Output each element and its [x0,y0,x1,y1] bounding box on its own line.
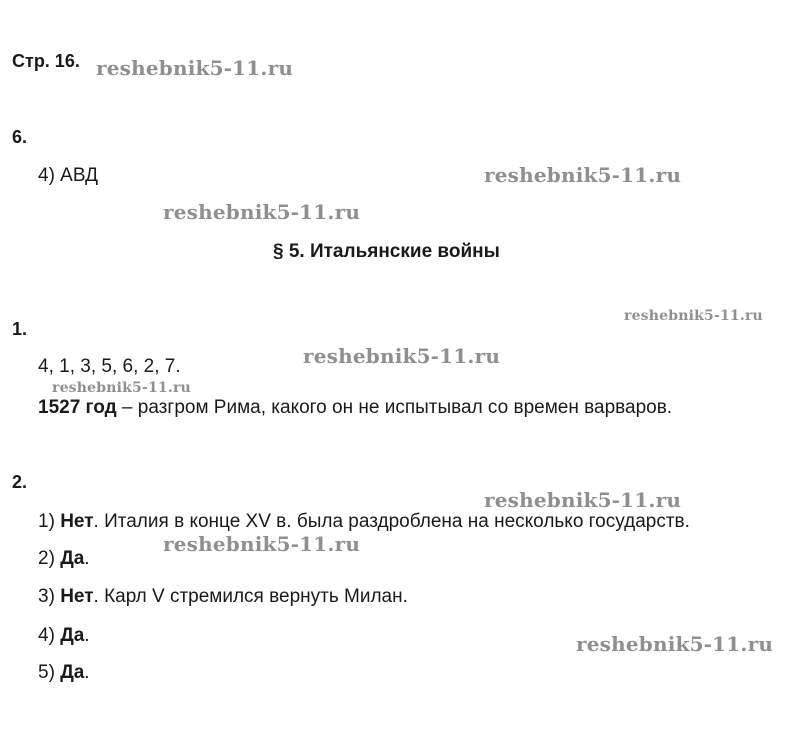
watermark: reshebnik5-11.ru [484,163,682,187]
task-2-item [38,549,90,568]
task-6-number: 6. [12,127,28,147]
task-6-answer: 4) АВД [38,165,98,186]
task-2-item [38,587,408,606]
task-2-item [38,512,690,531]
task-1-number: 1. [12,319,28,339]
watermark: reshebnik5-11.ru [484,488,682,512]
item-number: 2) [38,548,61,569]
watermark: reshebnik5-11.ru [624,308,763,324]
task-1-text: – разгром Рима, какого он не испытывал со времен варваров. [116,397,673,418]
watermark: reshebnik5-11.ru [163,200,361,224]
item-verdict: Да [60,625,85,646]
item-verdict: Да [60,662,85,683]
task-2-item [38,626,90,645]
item-text: . [84,548,90,569]
task-2-number: 2. [12,472,28,492]
item-text: . Италия в конце XV в. была раздроблена на несколько государств. [93,511,690,532]
item-number: 3) [38,586,61,607]
task-1-sequence: 4, 1, 3, 5, 6, 2, 7. [38,356,181,377]
watermark: reshebnik5-11.ru [52,380,191,396]
item-number: 4) [38,625,61,646]
task-1-statement [38,398,672,417]
section-title: § 5. Итальянские войны [273,241,500,262]
item-number: 5) [38,662,61,683]
watermark: reshebnik5-11.ru [303,344,501,368]
item-verdict: Нет [60,511,94,532]
item-verdict: Да [60,548,85,569]
item-text: . [84,662,90,683]
item-text: . [84,625,90,646]
task-2-item [38,663,90,682]
watermark: reshebnik5-11.ru [576,632,774,656]
item-text: . Карл V стремился вернуть Милан. [93,586,408,607]
watermark: reshebnik5-11.ru [96,56,294,80]
page-number: Стр. 16. [12,51,80,71]
item-verdict: Нет [60,586,94,607]
watermark: reshebnik5-11.ru [163,532,361,556]
item-number: 1) [38,511,61,532]
task-1-year: 1527 год [38,397,117,418]
